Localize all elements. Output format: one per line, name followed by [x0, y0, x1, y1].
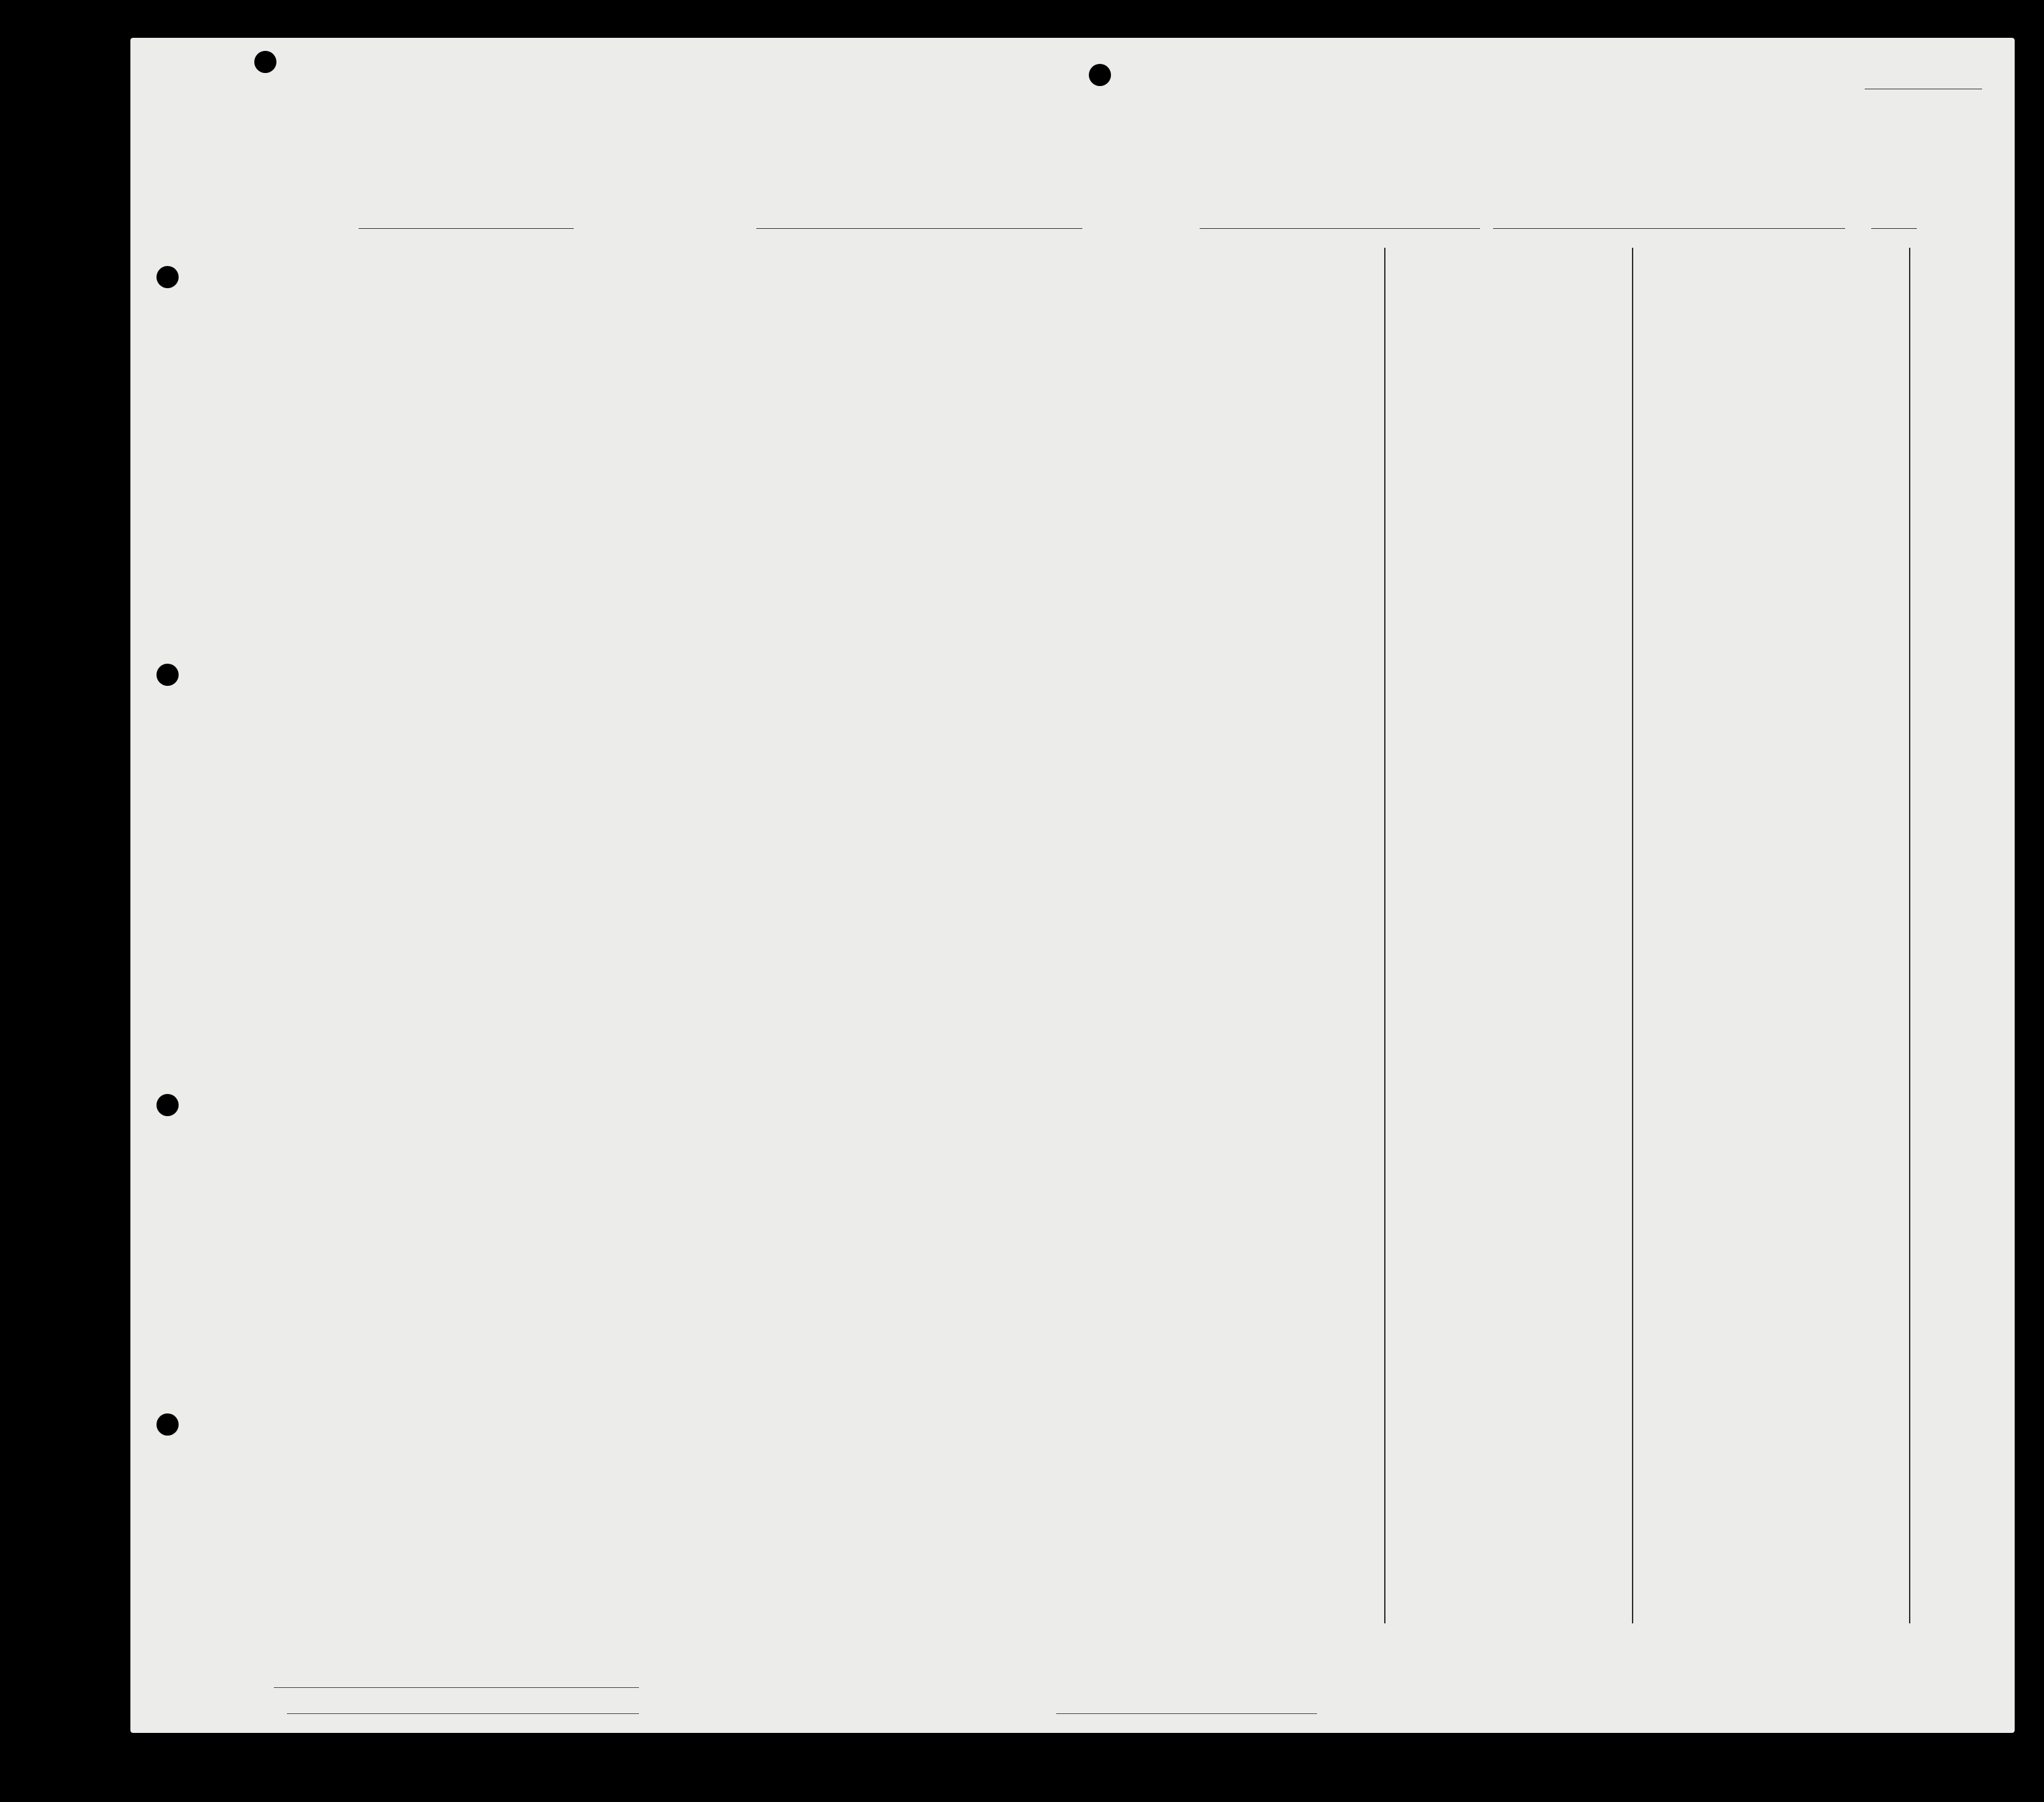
manifest-sheet [130, 38, 2015, 1733]
crew-table [207, 248, 2015, 1623]
column-rule [1384, 248, 1385, 1623]
column-rule [1909, 248, 1910, 1623]
column-rule [1632, 248, 1633, 1623]
punch-hole [156, 266, 179, 288]
punch-hole [156, 1413, 179, 1436]
punch-hole [1089, 64, 1111, 86]
vessel-line [300, 201, 1995, 233]
punch-hole [156, 664, 179, 686]
punch-hole [156, 1094, 179, 1116]
punch-hole [254, 51, 276, 73]
inspector-line [1056, 1713, 1317, 1714]
